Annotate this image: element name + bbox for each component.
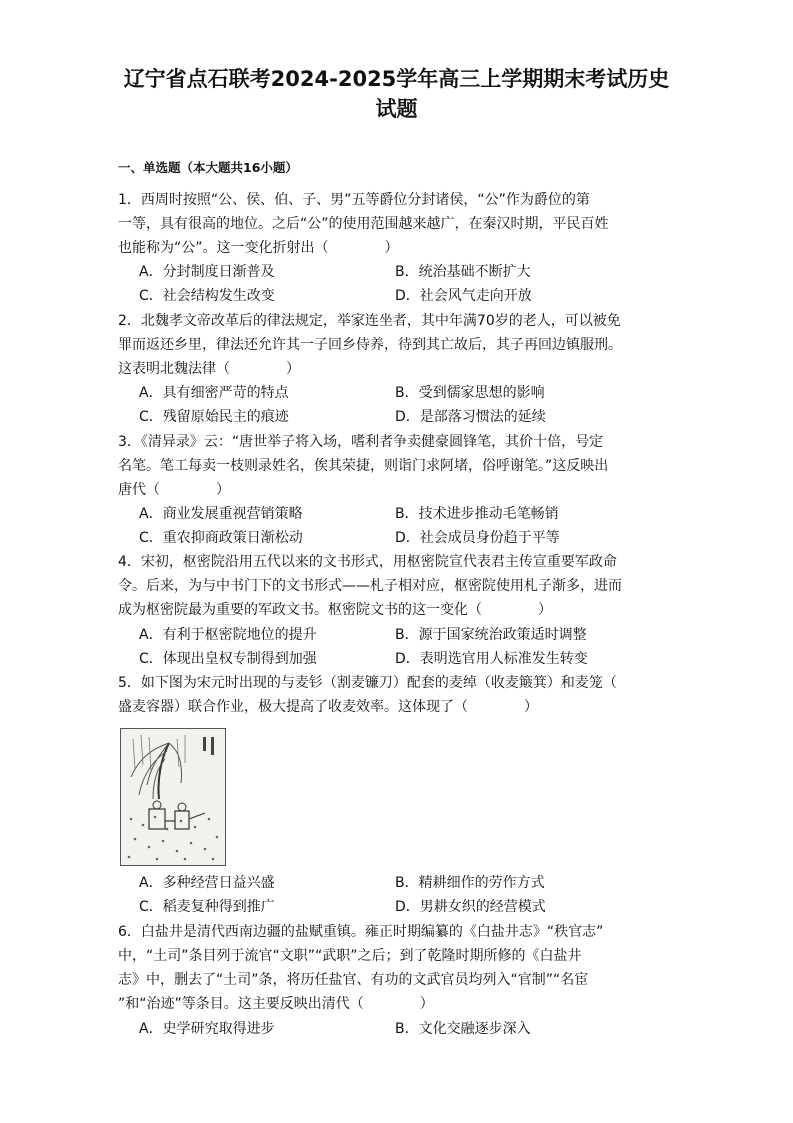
option-b[interactable]: B．源于国家统治政策适时调整 [395, 627, 587, 643]
option-c[interactable]: C．残留原始民主的痕迹 [139, 409, 289, 425]
question-2 [118, 309, 680, 381]
option-c[interactable]: C．社会结构发生改变 [139, 288, 275, 304]
option-a[interactable]: A．史学研究取得进步 [139, 1021, 275, 1037]
option-b[interactable]: B．文化交融逐步深入 [395, 1021, 531, 1037]
question-line: 6．白盐井是清代西南边疆的盐赋重镇。雍正时期编纂的《白盐井志》“秩官志” [118, 924, 604, 940]
question-line: 5．如下图为宋元时出现的与麦钐（割麦镰刀）配套的麦绰（收麦簸箕）和麦笼（ [118, 675, 617, 691]
question-line: 4．宋初，枢密院沿用五代以来的文书形式，用枢密院宣代表君主传宣重要军政命 [118, 554, 617, 570]
option-c[interactable]: C．稻麦复种得到推广 [139, 899, 275, 915]
question-line: 1．西周时按照“公、侯、伯、子、男”五等爵位分封诸侯，“公”作为爵位的第 [118, 192, 590, 208]
option-d[interactable]: D．表明选官用人标准发生转变 [395, 651, 588, 667]
question-5-options [139, 871, 679, 919]
question-line: 令。后来，为与中书门下的文书形式——札子相对应，枢密院使用札子渐多，进而 [118, 578, 622, 594]
question-line: 盛麦容器）联合作业，极大提高了收麦效率。这体现了（ ） [118, 699, 538, 715]
question-line: 也能称为“公”。这一变化折射出（ ） [118, 240, 399, 256]
question-6 [118, 920, 680, 1016]
question-line: 罪而返还乡里，律法还允许其一子回乡侍养，待到其亡故后，其子再回边镇服刑。 [118, 337, 622, 353]
option-c[interactable]: C．重农抑商政策日渐松动 [139, 530, 303, 546]
option-b[interactable]: B．统治基础不断扩大 [395, 264, 531, 280]
title-line-1: 辽宁省点石联考2024-2025学年高三上学期期末考试历史 [123, 67, 670, 91]
question-4 [118, 550, 680, 622]
question-line: 2．北魏孝文帝改革后的律法规定，举家连坐者，其中年满70岁的老人，可以被免 [118, 313, 621, 329]
option-a[interactable]: A．有利于枢密院地位的提升 [139, 627, 317, 643]
farming-illustration [120, 728, 226, 866]
question-5 [118, 671, 680, 719]
question-1 [118, 188, 680, 260]
question-line: 唐代（ ） [118, 482, 230, 498]
question-line: 名笔。笔工每卖一枝则录姓名，俟其荣捷，则诣门求阿堵，俗呼谢笔。”这反映出 [118, 458, 609, 474]
question-line: 一等，具有很高的地位。之后“公”的使用范围越来越广，在秦汉时期，平民百姓 [118, 216, 609, 232]
question-line: 3．《清异录》云：“唐世举子将入场，嗜利者争卖健豪圆锋笔，其价十倍，号定 [118, 434, 604, 450]
option-a[interactable]: A．分封制度日渐普及 [139, 264, 275, 280]
question-4-options [139, 623, 679, 671]
question-line: 中，“土司”条目列于流官“文职”“武职”之后；到了乾隆时期所修的《白盐井 [118, 948, 582, 964]
question-line: 成为枢密院最为重要的军政文书。枢密院文书的这一变化（ ） [118, 602, 552, 618]
option-a[interactable]: A．多种经营日益兴盛 [139, 875, 275, 891]
farming-illustration-icon [121, 729, 225, 865]
question-3 [118, 430, 680, 502]
title-line-2: 试题 [375, 97, 418, 121]
option-d[interactable]: D．社会风气走向开放 [395, 288, 532, 304]
option-d[interactable]: D．男耕女织的经营模式 [395, 899, 546, 915]
section-heading: 一、单选题（本大题共16小题） [118, 160, 298, 175]
option-c[interactable]: C．体现出皇权专制得到加强 [139, 651, 317, 667]
question-1-options [139, 260, 679, 308]
page-title [60, 64, 733, 124]
question-line: 这表明北魏法律（ ） [118, 361, 300, 377]
question-2-options [139, 381, 679, 429]
option-a[interactable]: A．商业发展重视营销策略 [139, 506, 303, 522]
question-6-options [139, 1017, 679, 1041]
option-a[interactable]: A．具有细密严苛的特点 [139, 385, 289, 401]
question-line: 志》中，删去了“土司”条，将历任盐官、有功的文武官员均列入“官制”“名宦 [118, 972, 589, 988]
option-d[interactable]: D．社会成员身份趋于平等 [395, 530, 560, 546]
option-b[interactable]: B．精耕细作的劳作方式 [395, 875, 545, 891]
question-3-options [139, 502, 679, 550]
option-b[interactable]: B．受到儒家思想的影响 [395, 385, 545, 401]
question-line: ”和“治迹”等条目。这主要反映出清代（ ） [118, 996, 434, 1012]
option-d[interactable]: D．是部落习惯法的延续 [395, 409, 546, 425]
option-b[interactable]: B．技术进步推动毛笔畅销 [395, 506, 559, 522]
